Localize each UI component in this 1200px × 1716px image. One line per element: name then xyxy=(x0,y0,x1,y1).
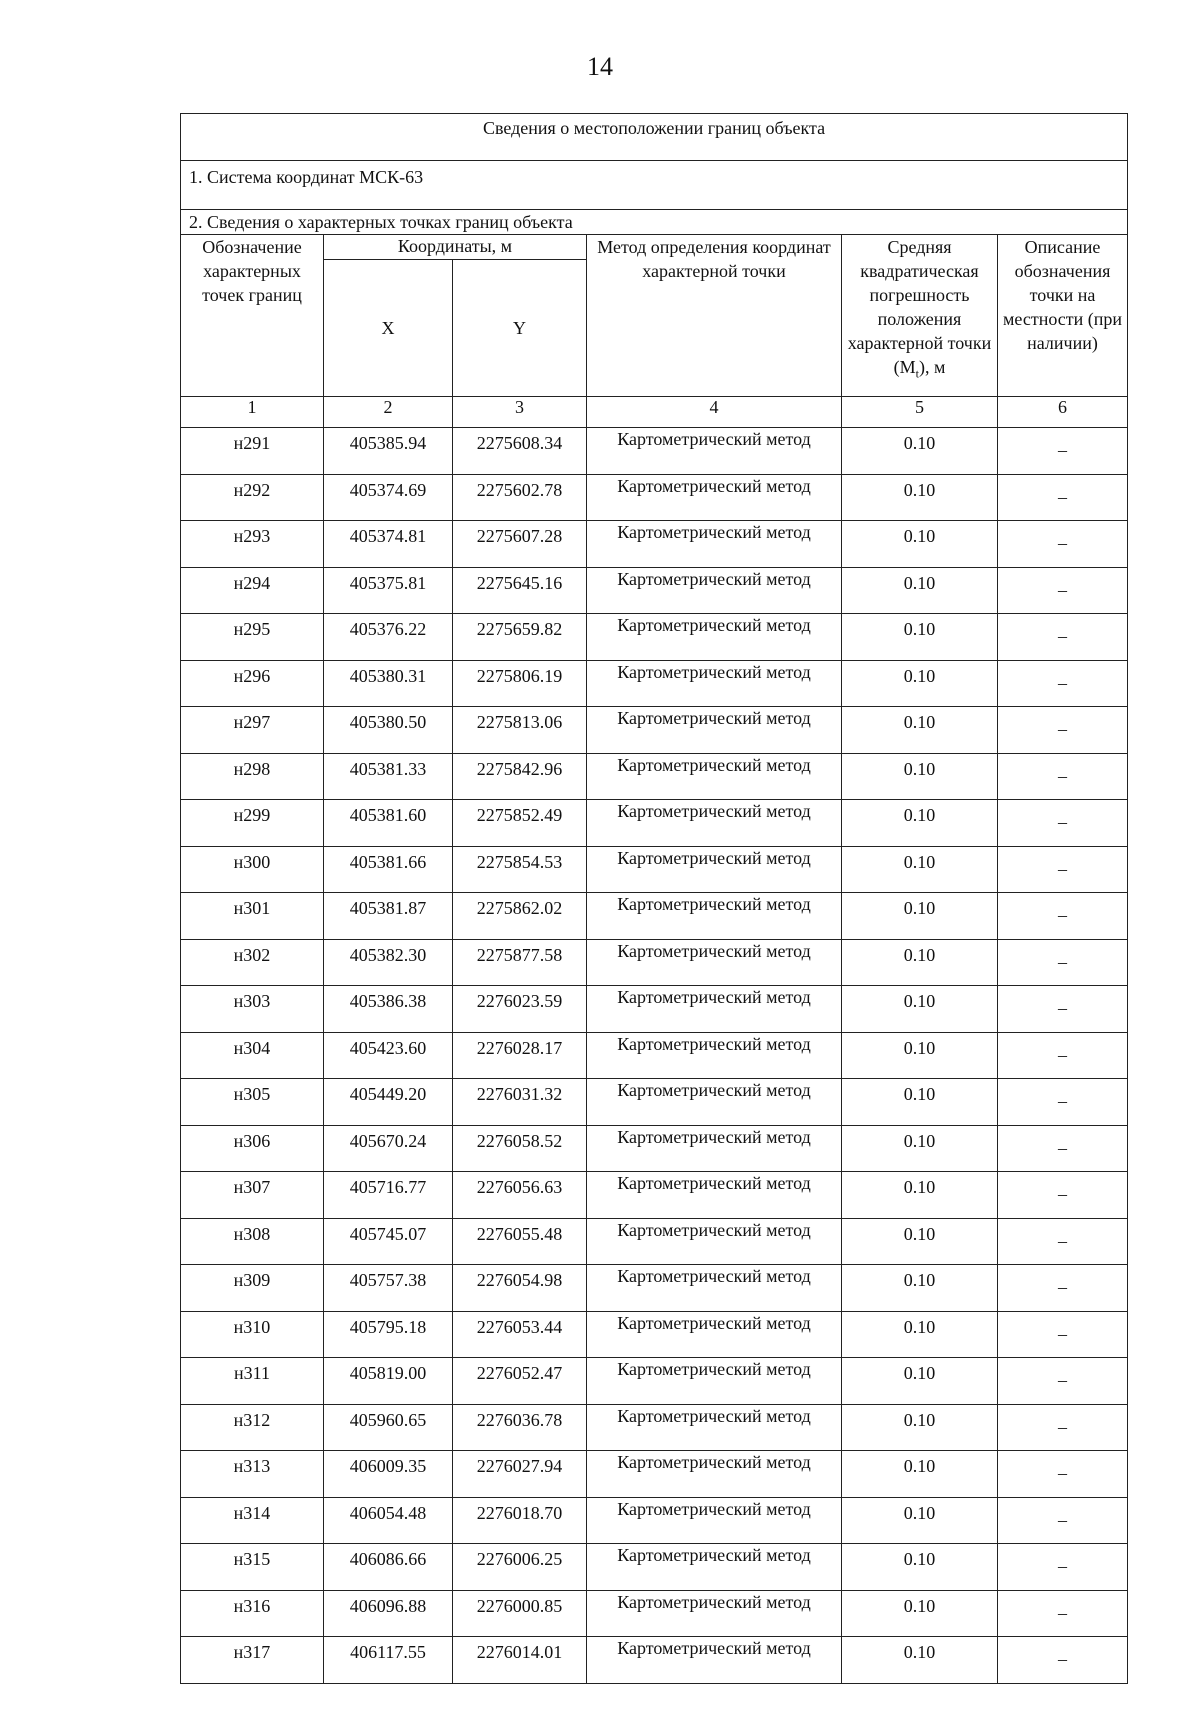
error-value: 0.10 xyxy=(842,939,998,986)
error-value: 0.10 xyxy=(842,1451,998,1498)
description: – xyxy=(998,567,1128,614)
coord-y: 2275659.82 xyxy=(453,614,587,661)
table-row xyxy=(181,1125,1128,1172)
point-id: н311 xyxy=(181,1358,324,1405)
description: – xyxy=(998,660,1128,707)
coord-x: 405375.81 xyxy=(324,567,453,614)
coord-x: 405757.38 xyxy=(324,1265,453,1312)
table-row xyxy=(181,1497,1128,1544)
point-id: н306 xyxy=(181,1125,324,1172)
coord-x: 405716.77 xyxy=(324,1172,453,1219)
method: Картометрический метод xyxy=(587,428,842,475)
column-number: 1 xyxy=(181,397,324,428)
coord-x: 405795.18 xyxy=(324,1311,453,1358)
coordinate-system: 1. Система координат МСК-63 xyxy=(181,161,1128,210)
coord-x: 405819.00 xyxy=(324,1358,453,1405)
method: Картометрический метод xyxy=(587,1637,842,1684)
coord-x: 406009.35 xyxy=(324,1451,453,1498)
coord-x: 405382.30 xyxy=(324,939,453,986)
coord-x: 405960.65 xyxy=(324,1404,453,1451)
point-id: н293 xyxy=(181,521,324,568)
point-id: н297 xyxy=(181,707,324,754)
description: – xyxy=(998,521,1128,568)
description: – xyxy=(998,800,1128,847)
coord-y: 2276028.17 xyxy=(453,1032,587,1079)
point-id: н292 xyxy=(181,474,324,521)
table-row xyxy=(181,1451,1128,1498)
table-row xyxy=(181,660,1128,707)
description: – xyxy=(998,1637,1128,1684)
coord-x: 406086.66 xyxy=(324,1544,453,1591)
coord-y: 2276058.52 xyxy=(453,1125,587,1172)
point-id: н312 xyxy=(181,1404,324,1451)
column-number: 2 xyxy=(324,397,453,428)
method: Картометрический метод xyxy=(587,1497,842,1544)
coord-x: 406117.55 xyxy=(324,1637,453,1684)
method: Картометрический метод xyxy=(587,939,842,986)
table-row xyxy=(181,1311,1128,1358)
error-value: 0.10 xyxy=(842,1497,998,1544)
point-id: н301 xyxy=(181,893,324,940)
coord-y: 2276052.47 xyxy=(453,1358,587,1405)
coord-x: 405386.38 xyxy=(324,986,453,1033)
description: – xyxy=(998,1172,1128,1219)
coord-x: 405381.60 xyxy=(324,800,453,847)
point-id: н316 xyxy=(181,1590,324,1637)
error-value: 0.10 xyxy=(842,567,998,614)
method: Картометрический метод xyxy=(587,614,842,661)
method: Картометрический метод xyxy=(587,1590,842,1637)
coord-y: 2275854.53 xyxy=(453,846,587,893)
error-value: 0.10 xyxy=(842,521,998,568)
description: – xyxy=(998,1590,1128,1637)
coord-y: 2276006.25 xyxy=(453,1544,587,1591)
description: – xyxy=(998,1032,1128,1079)
error-value: 0.10 xyxy=(842,986,998,1033)
coord-y: 2275645.16 xyxy=(453,567,587,614)
method: Картометрический метод xyxy=(587,1125,842,1172)
method: Картометрический метод xyxy=(587,660,842,707)
table-row xyxy=(181,567,1128,614)
coord-y: 2275852.49 xyxy=(453,800,587,847)
column-number: 4 xyxy=(587,397,842,428)
header-x: X xyxy=(324,260,453,397)
table-row xyxy=(181,1358,1128,1405)
coord-x: 405380.31 xyxy=(324,660,453,707)
coord-x: 405670.24 xyxy=(324,1125,453,1172)
header-method: Метод определения координат характерной точки xyxy=(587,235,842,397)
table-row xyxy=(181,1404,1128,1451)
table-row xyxy=(181,1079,1128,1126)
coord-y: 2275862.02 xyxy=(453,893,587,940)
description: – xyxy=(998,474,1128,521)
column-number: 6 xyxy=(998,397,1128,428)
coord-x: 405385.94 xyxy=(324,428,453,475)
table-row xyxy=(181,474,1128,521)
error-value: 0.10 xyxy=(842,707,998,754)
error-value: 0.10 xyxy=(842,1125,998,1172)
method: Картометрический метод xyxy=(587,846,842,893)
column-numbers-row xyxy=(181,397,1128,428)
coord-y: 2276014.01 xyxy=(453,1637,587,1684)
point-id: н294 xyxy=(181,567,324,614)
table-row xyxy=(181,986,1128,1033)
method: Картометрический метод xyxy=(587,474,842,521)
method: Картометрический метод xyxy=(587,1218,842,1265)
coord-x: 405449.20 xyxy=(324,1079,453,1126)
header-y: Y xyxy=(453,260,587,397)
column-number: 3 xyxy=(453,397,587,428)
error-value: 0.10 xyxy=(842,1265,998,1312)
method: Картометрический метод xyxy=(587,753,842,800)
description: – xyxy=(998,893,1128,940)
error-value: 0.10 xyxy=(842,1218,998,1265)
error-value: 0.10 xyxy=(842,1544,998,1591)
method: Картометрический метод xyxy=(587,1404,842,1451)
point-id: н298 xyxy=(181,753,324,800)
error-value: 0.10 xyxy=(842,428,998,475)
description: – xyxy=(998,1311,1128,1358)
description: – xyxy=(998,986,1128,1033)
section-title: 2. Сведения о характерных точках границ объекта xyxy=(181,210,1128,235)
table-row xyxy=(181,1590,1128,1637)
coord-y: 2275806.19 xyxy=(453,660,587,707)
point-id: н309 xyxy=(181,1265,324,1312)
method: Картометрический метод xyxy=(587,1265,842,1312)
method: Картометрический метод xyxy=(587,707,842,754)
coord-x: 405381.66 xyxy=(324,846,453,893)
point-id: н305 xyxy=(181,1079,324,1126)
description: – xyxy=(998,1497,1128,1544)
table-row xyxy=(181,1265,1128,1312)
point-id: н313 xyxy=(181,1451,324,1498)
page-number: 14 xyxy=(587,52,613,81)
table-row xyxy=(181,893,1128,940)
coord-y: 2276031.32 xyxy=(453,1079,587,1126)
error-value: 0.10 xyxy=(842,800,998,847)
coord-y: 2276018.70 xyxy=(453,1497,587,1544)
header-point: Обозначение характерных точек границ xyxy=(181,235,324,397)
table-row xyxy=(181,1544,1128,1591)
error-value: 0.10 xyxy=(842,893,998,940)
coord-y: 2275842.96 xyxy=(453,753,587,800)
method: Картометрический метод xyxy=(587,567,842,614)
error-value: 0.10 xyxy=(842,1590,998,1637)
error-value: 0.10 xyxy=(842,753,998,800)
method: Картометрический метод xyxy=(587,893,842,940)
table-row xyxy=(181,1172,1128,1219)
point-id: н303 xyxy=(181,986,324,1033)
table-row xyxy=(181,521,1128,568)
error-value: 0.10 xyxy=(842,1358,998,1405)
method: Картометрический метод xyxy=(587,986,842,1033)
error-value: 0.10 xyxy=(842,1172,998,1219)
point-id: н310 xyxy=(181,1311,324,1358)
point-id: н302 xyxy=(181,939,324,986)
error-value: 0.10 xyxy=(842,1079,998,1126)
description: – xyxy=(998,939,1128,986)
column-number: 5 xyxy=(842,397,998,428)
description: – xyxy=(998,846,1128,893)
coord-y: 2275877.58 xyxy=(453,939,587,986)
error-value: 0.10 xyxy=(842,660,998,707)
table-row xyxy=(181,1637,1128,1684)
coord-x: 405374.69 xyxy=(324,474,453,521)
coord-y: 2276055.48 xyxy=(453,1218,587,1265)
description: – xyxy=(998,1079,1128,1126)
coord-y: 2275813.06 xyxy=(453,707,587,754)
point-id: н314 xyxy=(181,1497,324,1544)
coord-y: 2276054.98 xyxy=(453,1265,587,1312)
method: Картометрический метод xyxy=(587,1032,842,1079)
description: – xyxy=(998,707,1128,754)
coord-x: 405376.22 xyxy=(324,614,453,661)
coord-x: 405381.33 xyxy=(324,753,453,800)
error-value: 0.10 xyxy=(842,474,998,521)
description: – xyxy=(998,614,1128,661)
error-value: 0.10 xyxy=(842,846,998,893)
coord-x: 405374.81 xyxy=(324,521,453,568)
coord-y: 2276036.78 xyxy=(453,1404,587,1451)
coord-y: 2276027.94 xyxy=(453,1451,587,1498)
description: – xyxy=(998,1125,1128,1172)
method: Картометрический метод xyxy=(587,1311,842,1358)
coord-y: 2275608.34 xyxy=(453,428,587,475)
error-value: 0.10 xyxy=(842,1311,998,1358)
method: Картометрический метод xyxy=(587,1451,842,1498)
point-id: н307 xyxy=(181,1172,324,1219)
table-row xyxy=(181,800,1128,847)
error-value: 0.10 xyxy=(842,1032,998,1079)
description: – xyxy=(998,1544,1128,1591)
point-id: н291 xyxy=(181,428,324,475)
point-id: н308 xyxy=(181,1218,324,1265)
point-id: н315 xyxy=(181,1544,324,1591)
point-id: н304 xyxy=(181,1032,324,1079)
method: Картометрический метод xyxy=(587,521,842,568)
method: Картометрический метод xyxy=(587,1544,842,1591)
coord-y: 2276000.85 xyxy=(453,1590,587,1637)
error-value: 0.10 xyxy=(842,1637,998,1684)
description: – xyxy=(998,1218,1128,1265)
header-error-text: Средняя квадратическая погрешность положения характерной точки $(M_t)$, м xyxy=(847,237,992,381)
coord-y: 2276056.63 xyxy=(453,1172,587,1219)
description: – xyxy=(998,1358,1128,1405)
header-error xyxy=(842,235,998,397)
point-id: н317 xyxy=(181,1637,324,1684)
table-row xyxy=(181,1218,1128,1265)
table-row xyxy=(181,1032,1128,1079)
header-description: Описание обозначения точки на местности (при наличии) xyxy=(998,235,1128,397)
coord-y: 2276023.59 xyxy=(453,986,587,1033)
table-row xyxy=(181,753,1128,800)
error-value: 0.10 xyxy=(842,1404,998,1451)
description: – xyxy=(998,1451,1128,1498)
method: Картометрический метод xyxy=(587,1172,842,1219)
table-row xyxy=(181,707,1128,754)
point-id: н296 xyxy=(181,660,324,707)
coord-x: 405380.50 xyxy=(324,707,453,754)
coord-y: 2276053.44 xyxy=(453,1311,587,1358)
table-row xyxy=(181,939,1128,986)
method: Картометрический метод xyxy=(587,1079,842,1126)
description: – xyxy=(998,428,1128,475)
coord-x: 405381.87 xyxy=(324,893,453,940)
coord-x: 405423.60 xyxy=(324,1032,453,1079)
description: – xyxy=(998,1404,1128,1451)
description: – xyxy=(998,1265,1128,1312)
description: – xyxy=(998,753,1128,800)
error-value: 0.10 xyxy=(842,614,998,661)
table-title: Сведения о местоположении границ объекта xyxy=(181,114,1128,161)
table-row xyxy=(181,614,1128,661)
coord-y: 2275607.28 xyxy=(453,521,587,568)
boundary-points-table xyxy=(180,113,1128,1684)
table-row xyxy=(181,846,1128,893)
point-id: н299 xyxy=(181,800,324,847)
method: Картометрический метод xyxy=(587,800,842,847)
header-coordinates: Координаты, м xyxy=(324,235,587,260)
table-row xyxy=(181,428,1128,475)
coord-y: 2275602.78 xyxy=(453,474,587,521)
coord-x: 406096.88 xyxy=(324,1590,453,1637)
coord-x: 406054.48 xyxy=(324,1497,453,1544)
point-id: н300 xyxy=(181,846,324,893)
point-id: н295 xyxy=(181,614,324,661)
coord-x: 405745.07 xyxy=(324,1218,453,1265)
method: Картометрический метод xyxy=(587,1358,842,1405)
